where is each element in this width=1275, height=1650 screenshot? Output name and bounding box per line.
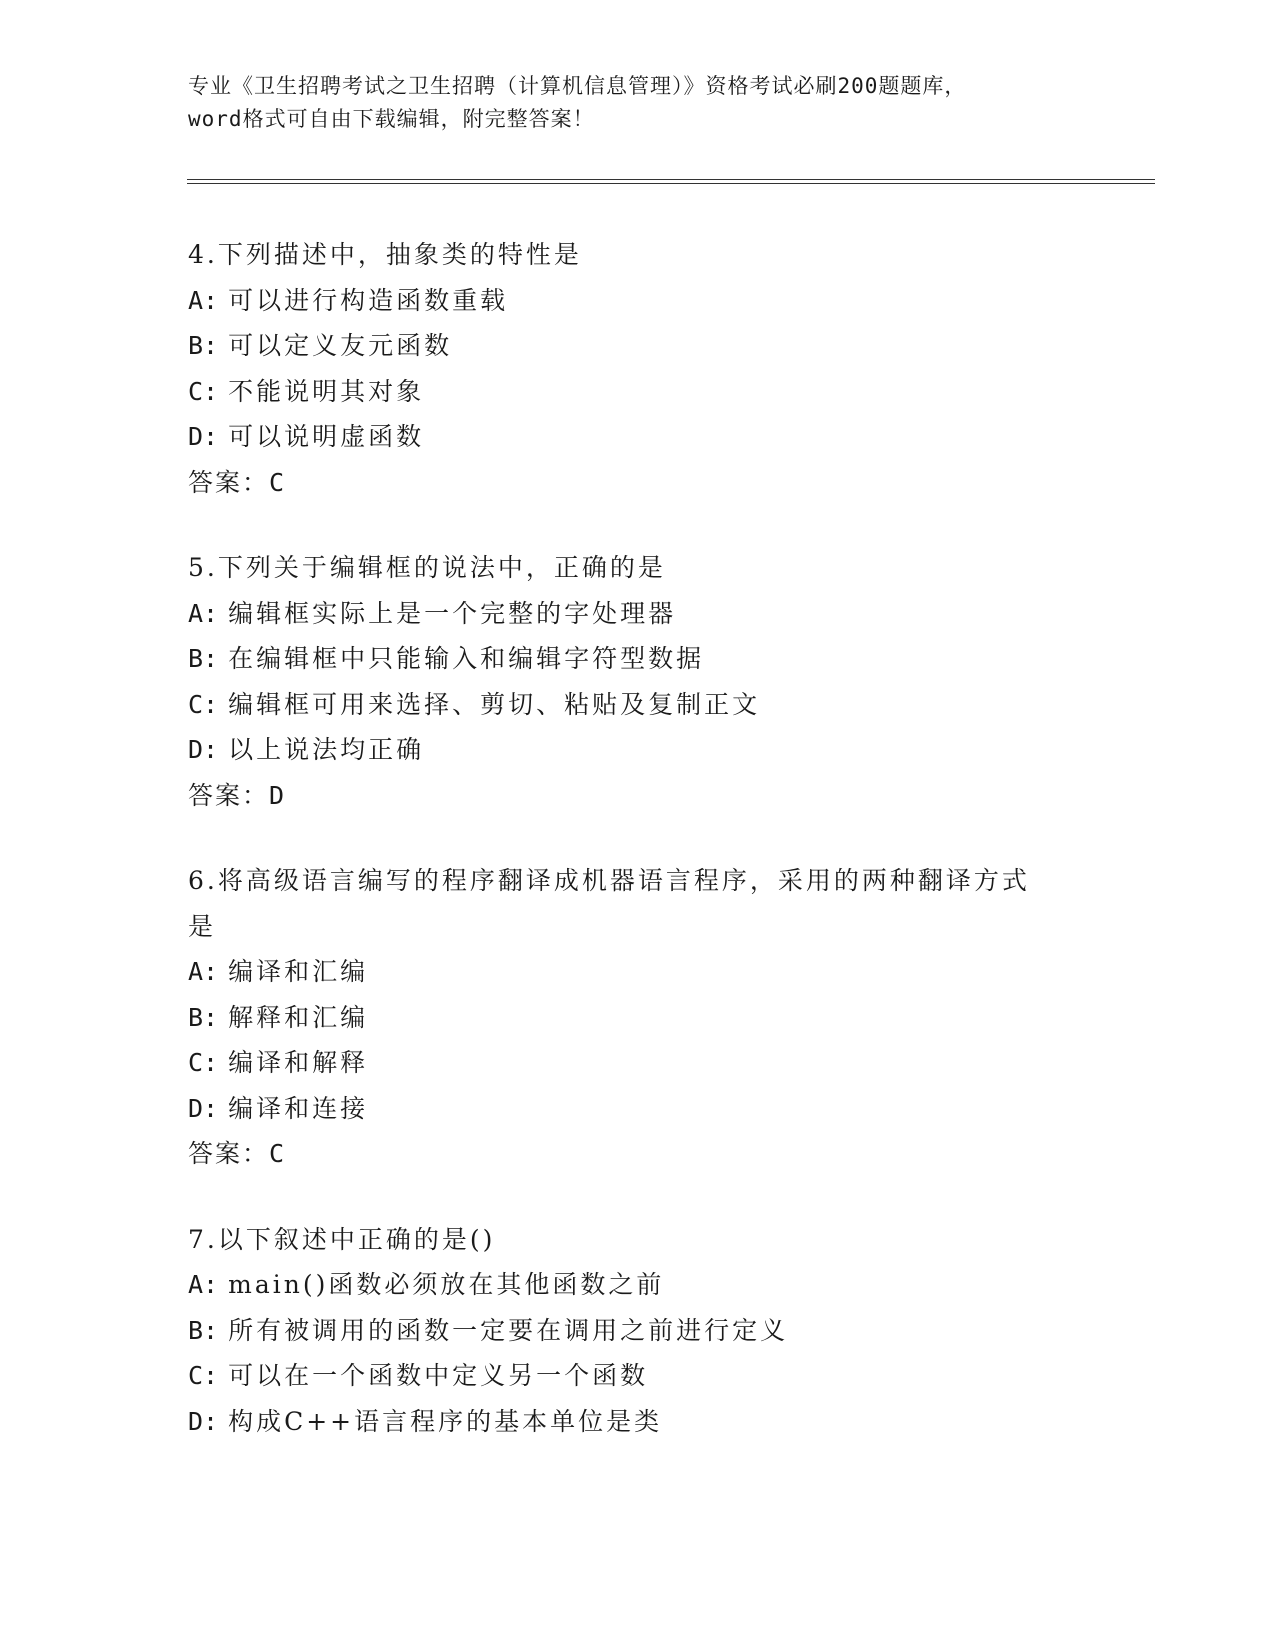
option-label: A: (188, 285, 219, 315)
answer-label: 答案： (188, 1139, 270, 1168)
option-d (188, 1086, 1088, 1132)
question-list (188, 232, 1088, 1484)
option-a (188, 278, 1088, 324)
option-label: D: (188, 422, 219, 451)
question-stem: 6.将高级语言编写的程序翻译成机器语言程序，采用的两种翻译方式是 (188, 866, 1030, 941)
option-text: 可以在一个函数中定义另一个函数 (228, 1361, 649, 1390)
option-c (188, 1040, 1088, 1086)
answer-line (188, 460, 1088, 506)
option-text: 以上说法均正确 (228, 735, 425, 764)
header-line-2: word格式可自由下载编辑，附完整答案！ (188, 107, 595, 131)
option-a (188, 591, 1088, 637)
option-label: D: (188, 1093, 219, 1123)
option-text: 编辑框实际上是一个完整的字处理器 (228, 598, 677, 628)
option-text: 编译和连接 (228, 1093, 369, 1123)
answer-line (188, 773, 1088, 819)
option-d (188, 727, 1088, 773)
option-label: C: (188, 376, 219, 406)
answer-line (188, 1131, 1088, 1177)
option-text: 编译和解释 (228, 1048, 369, 1077)
question-stem: 5.下列关于编辑框的说法中，正确的是 (188, 553, 666, 582)
answer-value: C (269, 1139, 287, 1168)
question-item (188, 545, 1088, 818)
option-label: A: (188, 598, 219, 628)
option-b (188, 636, 1088, 682)
option-label: C: (188, 689, 219, 719)
option-text: 可以进行构造函数重载 (228, 285, 509, 315)
option-text: 解释和汇编 (228, 1002, 369, 1032)
option-label: B: (188, 1002, 219, 1032)
option-c (188, 369, 1088, 415)
option-text: 可以定义友元函数 (228, 331, 453, 360)
option-text: 构成C++语言程序的基本单位是类 (228, 1406, 663, 1436)
option-a (188, 949, 1088, 995)
option-label: A: (188, 1270, 219, 1299)
option-d (188, 414, 1088, 460)
header-divider (187, 179, 1155, 184)
option-label: D: (188, 1406, 219, 1436)
option-text: main()函数必须放在其他函数之前 (228, 1270, 665, 1299)
question-item (188, 232, 1088, 505)
option-text: 可以说明虚函数 (228, 422, 425, 451)
option-b (188, 995, 1088, 1041)
option-a (188, 1262, 1088, 1308)
answer-label: 答案： (188, 467, 270, 497)
option-label: B: (188, 644, 219, 673)
option-label: C: (188, 1048, 219, 1077)
option-text: 不能说明其对象 (228, 376, 425, 406)
option-label: B: (188, 1315, 219, 1345)
option-d (188, 1399, 1088, 1445)
option-b (188, 323, 1088, 369)
option-text: 所有被调用的函数一定要在调用之前进行定义 (228, 1315, 789, 1345)
option-text: 编辑框可用来选择、剪切、粘贴及复制正文 (228, 689, 761, 719)
option-label: B: (188, 331, 219, 360)
answer-label: 答案： (188, 780, 270, 810)
question-stem: 7.以下叙述中正确的是() (188, 1224, 496, 1254)
question-item (188, 858, 1088, 1177)
option-label: A: (188, 957, 219, 986)
option-text: 在编辑框中只能输入和编辑字符型数据 (228, 644, 705, 673)
option-c (188, 1353, 1088, 1399)
option-b (188, 1308, 1088, 1354)
question-item (188, 1217, 1088, 1445)
header-line-1: 专业《卫生招聘考试之卫生招聘（计算机信息管理）》资格考试必刷200题题库， (188, 74, 967, 98)
option-text: 编译和汇编 (228, 957, 369, 986)
option-label: D: (188, 735, 219, 764)
option-c (188, 682, 1088, 728)
question-stem: 4.下列描述中，抽象类的特性是 (188, 240, 582, 269)
document-header (188, 70, 1088, 136)
answer-value: D (269, 780, 287, 810)
answer-value: C (269, 467, 287, 497)
option-label: C: (188, 1361, 219, 1390)
